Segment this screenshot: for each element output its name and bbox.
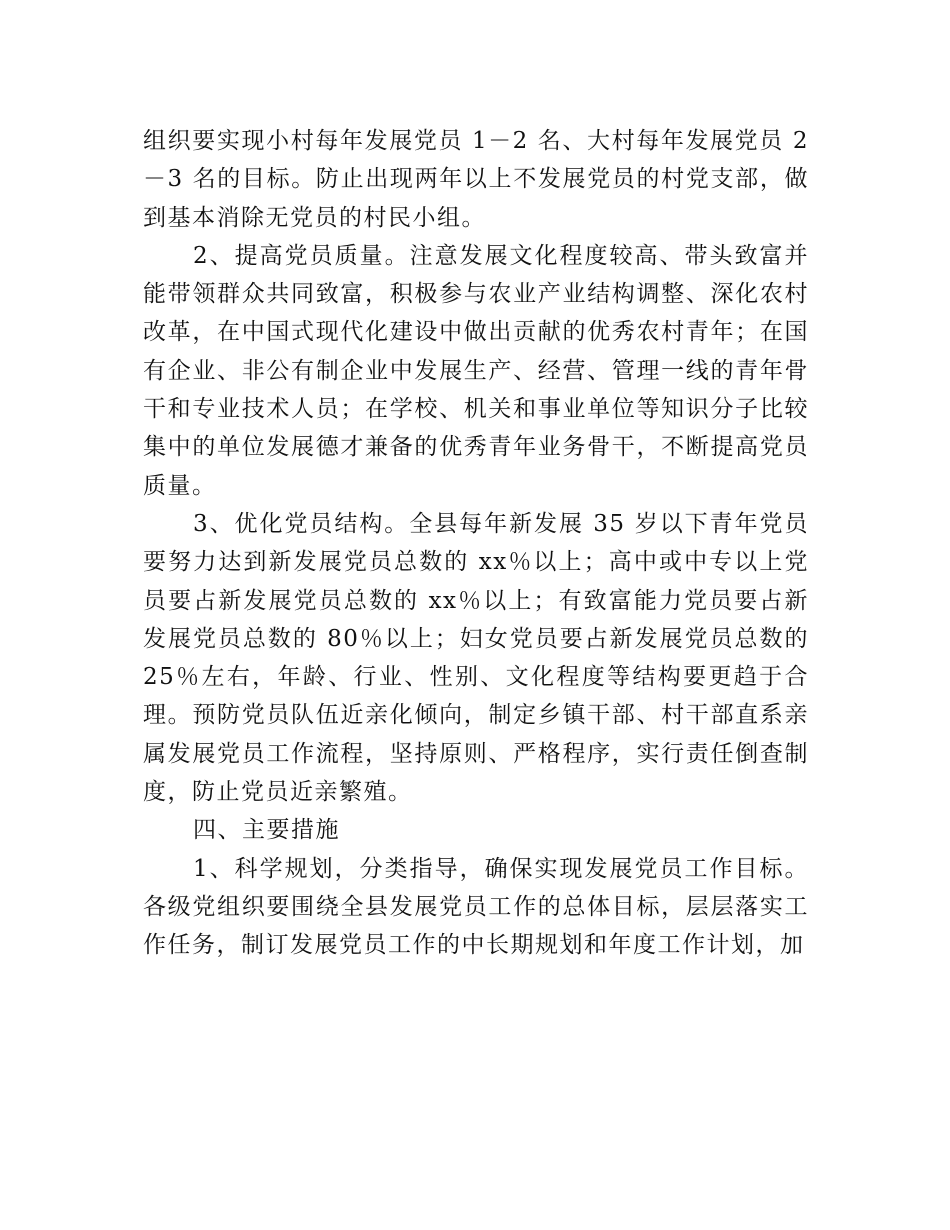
document-page	[143, 122, 809, 965]
paragraph-continuation: 组织要实现小村每年发展党员 1－2 名、大村每年发展党员 2－3 名的目标。防止出现两年以上不发展党员的村党支部，做到基本消除无党员的村民小组。	[143, 128, 809, 231]
section-heading-main-measures: 四、主要措施	[193, 817, 340, 844]
paragraph-scientific-planning: 1、科学规划，分类指导，确保实现发展党员工作目标。各级党组织要围绕全县发展党员工作的总体目标，层层落实工作任务，制订发展党员工作的中长期规划和年度工作计划，加	[143, 855, 809, 959]
paragraph-optimize-structure: 3、优化党员结构。全县每年新发展 35 岁以下青年党员要努力达到新发展党员总数的 xx％以上；高中或中专以上党员要占新发展党员总数的 xx％以上；有致富能力党员要占新发展党员总数的 80％以上；妇女党员要占新发展党员总数的 25％左右，年龄、行业、性别、文化程度等结构要更趋于合理。预防党员队伍近亲化倾向，制定乡镇干部、村干部直系亲属发展党员工作流程，坚持原则、严格程序，实行责任倒查制度，防止党员近亲繁殖。	[143, 510, 809, 806]
paragraph-improve-quality: 2、提高党员质量。注意发展文化程度较高、带头致富并能带领群众共同致富，积极参与农业产业结构调整、深化农村改革，在中国式现代化建设中做出贡献的优秀农村青年；在国有企业、非公有制企业中发展生产、经营、管理一线的青年骨干和专业技术人员；在学校、机关和事业单位等知识分子比较集中的单位发展德才兼备的优秀青年业务骨干，不断提高党员质量。	[143, 242, 809, 499]
